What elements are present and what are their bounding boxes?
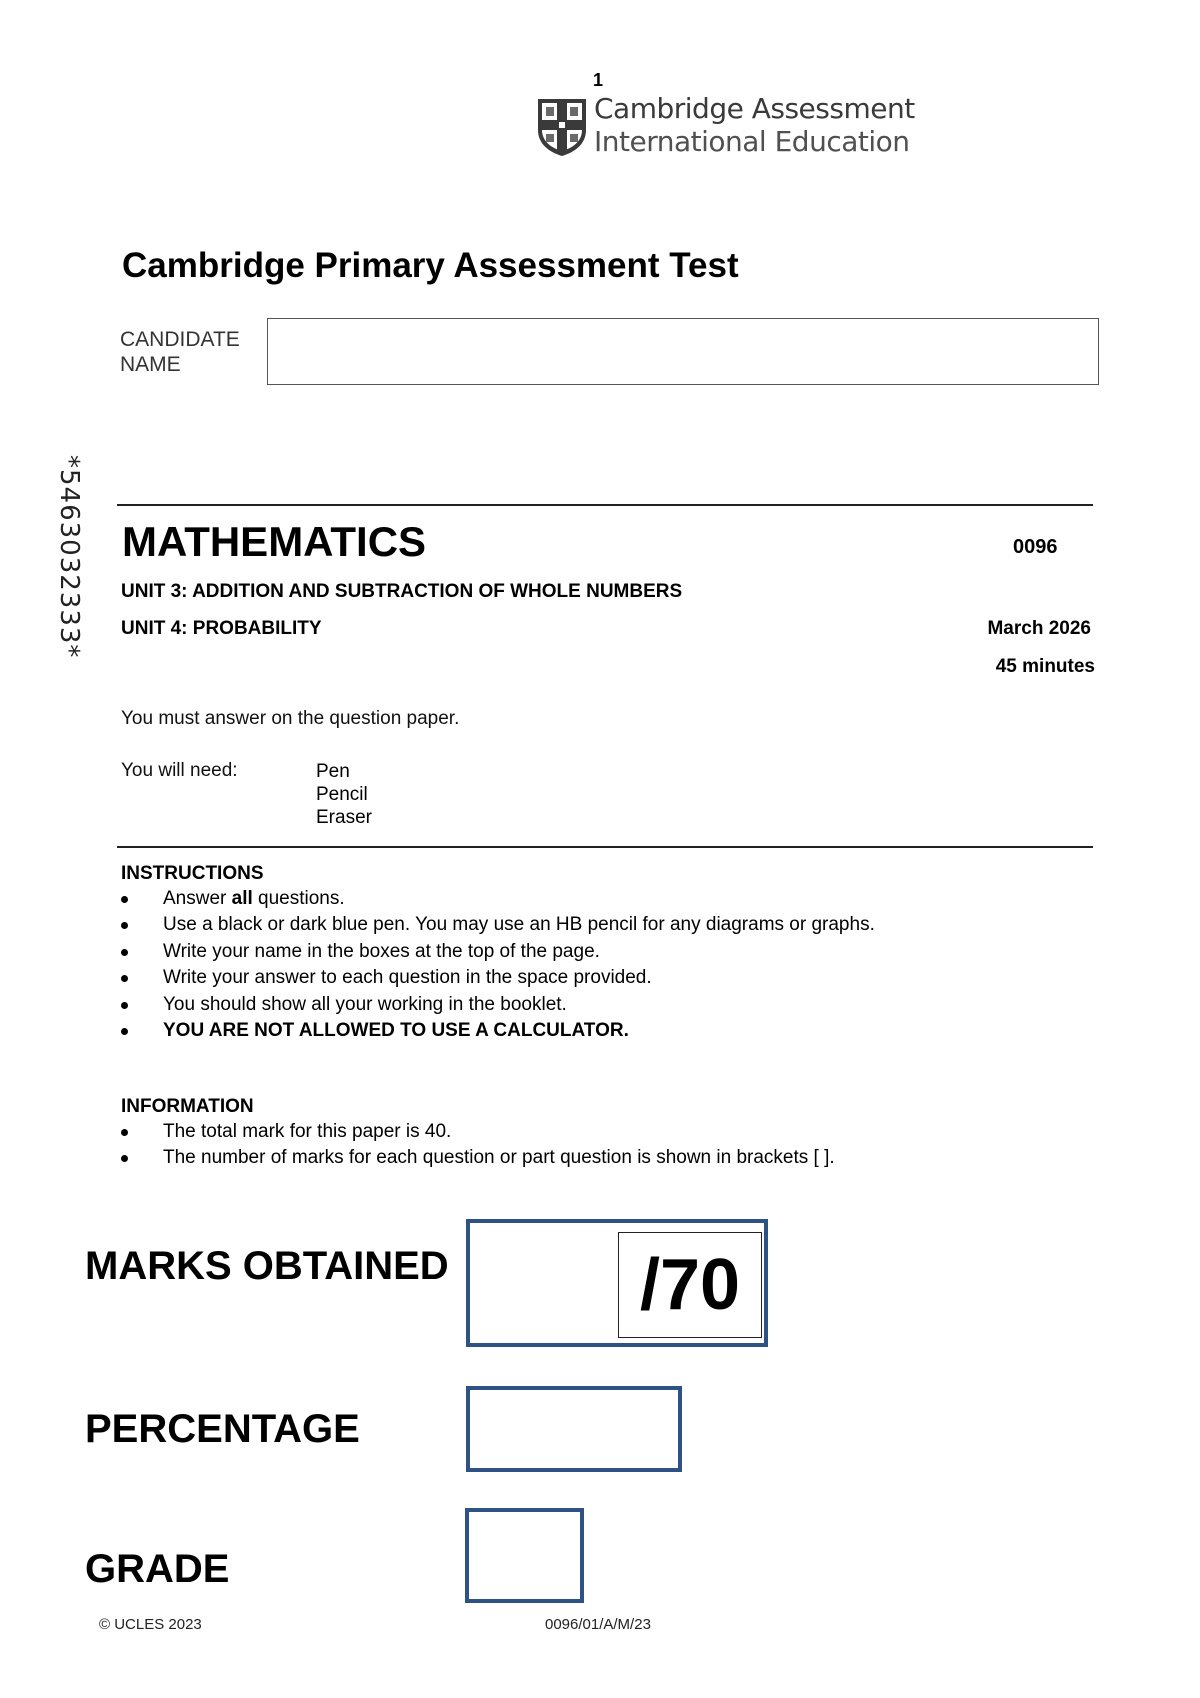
copyright-footer: © UCLES 2023 <box>99 1616 202 1633</box>
exam-date: March 2026 <box>987 618 1091 639</box>
marks-total: /70 <box>618 1232 762 1338</box>
equipment-list <box>316 760 372 829</box>
candidate-barcode <box>50 455 94 685</box>
candidate-label-line-1: CANDIDATE <box>120 328 240 351</box>
subject-title: MATHEMATICS <box>122 518 427 565</box>
instruction-item: Write your answer to each question in the space provided. <box>120 965 875 991</box>
instruction-item: Use a black or dark blue pen. You may use an HB pencil for any diagrams or graphs. <box>120 912 875 938</box>
equipment-label: You will need: <box>121 760 238 781</box>
divider-middle <box>117 846 1093 848</box>
logo-line-1: Cambridge Assessment <box>594 92 915 125</box>
instruction-item: Write your name in the boxes at the top of the page. <box>120 939 875 965</box>
information-item: The number of marks for each question or part question is shown in brackets [ ]. <box>120 1145 835 1171</box>
candidate-label-line-2: NAME <box>120 353 181 376</box>
candidate-name-label <box>120 327 250 377</box>
instruction-text: questions. <box>252 888 345 909</box>
marks-obtained-box[interactable] <box>466 1219 768 1347</box>
percentage-label: PERCENTAGE <box>85 1407 360 1451</box>
instructions-heading: INSTRUCTIONS <box>121 863 264 884</box>
percentage-box[interactable] <box>466 1386 682 1472</box>
page-number: 1 <box>593 70 604 90</box>
unit-4-title: UNIT 4: PROBABILITY <box>121 618 322 639</box>
paper-reference-footer: 0096/01/A/M/23 <box>545 1616 651 1633</box>
equipment-item: Pen <box>316 761 350 782</box>
candidate-name-field[interactable] <box>267 318 1099 385</box>
information-list <box>120 1119 835 1172</box>
grade-box[interactable] <box>465 1508 584 1603</box>
instruction-item-calculator: YOU ARE NOT ALLOWED TO USE A CALCULATOR. <box>120 1018 875 1044</box>
grade-label: GRADE <box>85 1547 230 1591</box>
information-item: The total mark for this paper is 40. <box>120 1119 835 1145</box>
marks-obtained-label: MARKS OBTAINED <box>85 1244 449 1288</box>
paper-code: 0096 <box>1013 536 1058 558</box>
cambridge-logo <box>535 92 915 162</box>
equipment-item: Eraser <box>316 807 372 828</box>
instruction-item <box>120 886 875 912</box>
shield-crest-icon <box>535 96 589 158</box>
exam-duration: 45 minutes <box>995 656 1095 677</box>
instructions-list <box>120 886 875 1044</box>
instruction-text: Answer <box>163 888 232 909</box>
information-heading: INFORMATION <box>121 1096 254 1117</box>
unit-3-title: UNIT 3: ADDITION AND SUBTRACTION OF WHOLE NUMBERS <box>121 581 683 602</box>
equipment-item: Pencil <box>316 784 368 805</box>
logo-line-2: International Education <box>594 125 910 158</box>
test-title: Cambridge Primary Assessment Test <box>122 246 739 285</box>
answer-note: You must answer on the question paper. <box>121 708 460 729</box>
instruction-item: You should show all your working in the booklet. <box>120 992 875 1018</box>
instruction-emphasis: all <box>231 888 253 909</box>
barcode-text: *5463032333* <box>54 455 84 659</box>
divider-top <box>117 504 1093 506</box>
